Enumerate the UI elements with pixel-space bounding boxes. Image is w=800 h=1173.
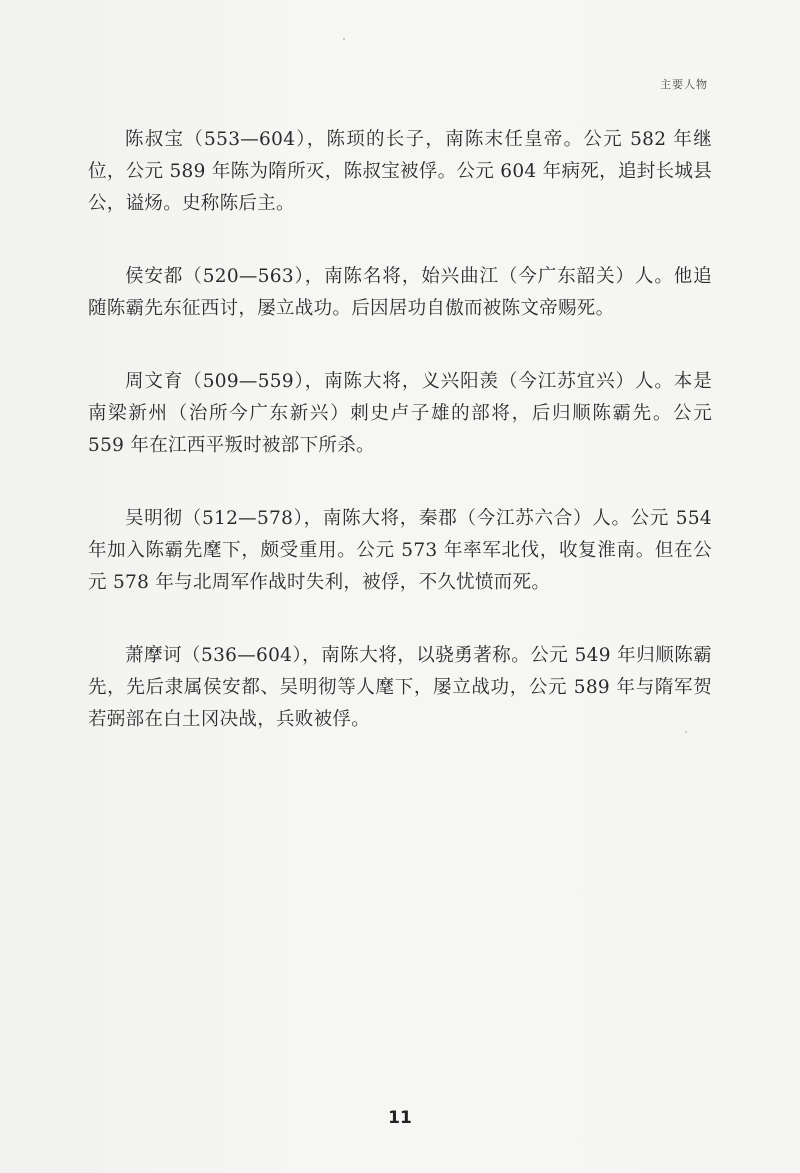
running-header: 主要人物 — [660, 78, 708, 91]
page-number: 11 — [388, 1108, 412, 1128]
person-entry-zhou-wenyu: 周文育（509—559），南陈大将，义兴阳羡（今江苏宜兴）人。本是南梁新州（治所今广东新兴）刺史卢子雄的部将，后归顺陈霸先。公元 559 年在江西平叛时被部下所杀。 — [88, 371, 712, 456]
person-entry-wu-mingche: 吴明彻（512—578），南陈大将，秦郡（今江苏六合）人。公元 554 年加入陈霸先麾下，颇受重用。公元 573 年率军北伐，收复淮南。但在公元 578 年与北周军作战时失利，被俘，不久忧愤而死。 — [88, 508, 712, 593]
person-entry-hou-andu: 侯安都（520—563），南陈名将，始兴曲江（今广东韶关）人。他追随陈霸先东征西讨，屡立战功。后因居功自傲而被陈文帝赐死。 — [88, 266, 712, 319]
person-entry-chen-shubao: 陈叔宝（553—604），陈顼的长子，南陈末任皇帝。公元 582 年继位，公元 589 年陈为隋所灭，陈叔宝被俘。公元 604 年病死，追封长城县公，谥炀。史称陈后主。 — [88, 129, 712, 214]
paper-speck — [685, 731, 687, 733]
person-entry-xiao-mohe: 萧摩诃（536—604），南陈大将，以骁勇著称。公元 549 年归顺陈霸先，先后隶属侯安都、吴明彻等人麾下，屡立战功，公元 589 年与隋军贺若弼部在白土冈决战，兵败被俘。 — [88, 645, 712, 730]
page-body — [88, 124, 712, 777]
paper-speck — [343, 38, 345, 40]
